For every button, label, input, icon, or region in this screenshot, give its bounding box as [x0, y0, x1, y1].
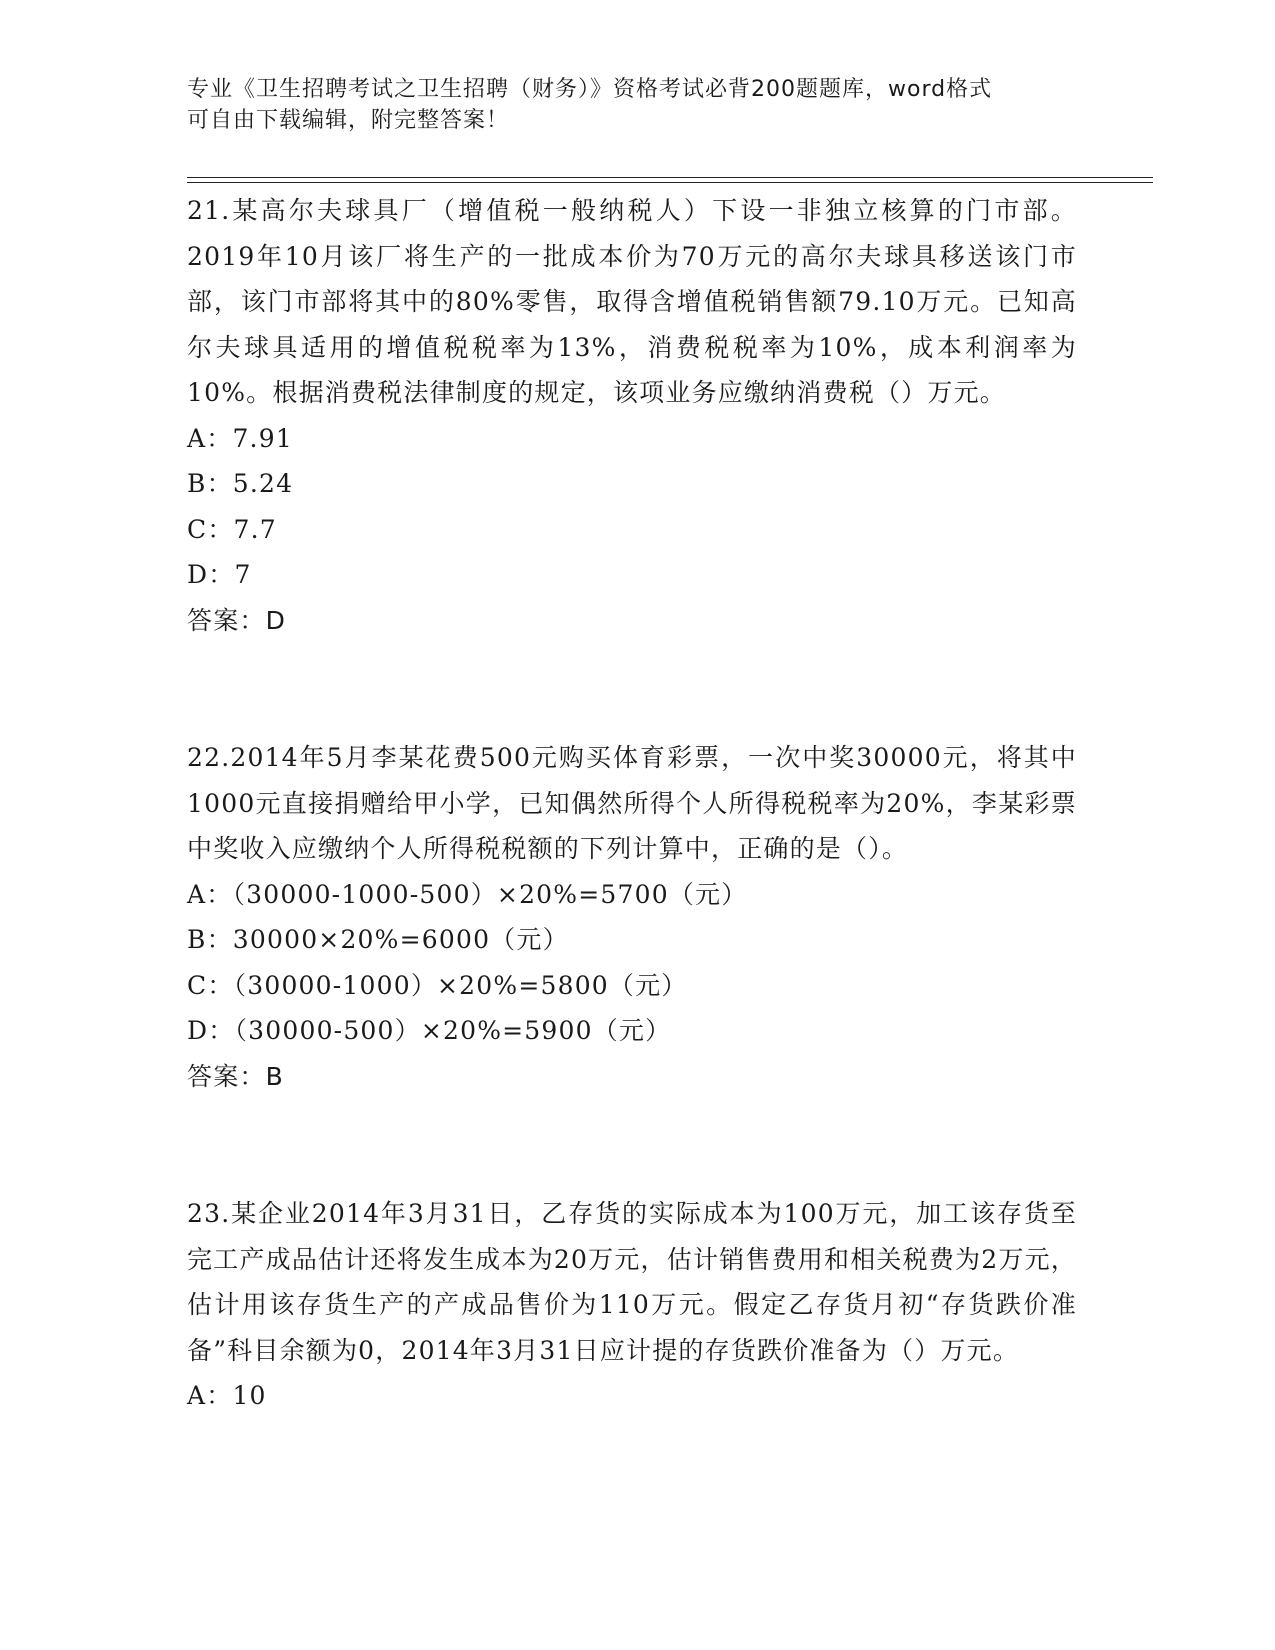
- option-a: A：10: [187, 1381, 267, 1410]
- question-23: [187, 1191, 1077, 1419]
- option-a: A：7.91: [187, 423, 293, 453]
- question-stem: 21.某高尔夫球具厂（增值税一般纳税人）下设一非独立核算的门市部。2019年10月该厂将生产的一批成本价为70万元的高尔夫球具移送该门市部，该门市部将其中的80%零售，取得含增值税销售额79.10万元。已知高尔夫球具适用的增值税税率为13%，消费税税率为10%，成本利润率为10%。根据消费税法律制度的规定，该项业务应缴纳消费税（）万元。: [187, 196, 1077, 407]
- option-c: C：（30000-1000）×20%=5800（元）: [187, 970, 688, 1000]
- document-header: [187, 74, 1087, 136]
- answer-label: 答案：B: [187, 1061, 284, 1091]
- option-d: D：7: [187, 560, 252, 589]
- option-a: A：（30000-1000-500）×20%=5700（元）: [187, 879, 748, 909]
- header-divider-bottom: [187, 182, 1153, 183]
- header-title-line-2: 可自由下载编辑，附完整答案！: [187, 108, 510, 133]
- option-b: B：30000×20%=6000（元）: [187, 925, 569, 954]
- header-divider-top: [187, 177, 1153, 178]
- option-c: C：7.7: [187, 514, 277, 544]
- question-stem: 23.某企业2014年3月31日，乙存货的实际成本为100万元，加工该存货至完工产成品估计还将发生成本为20万元，估计销售费用和相关税费为2万元，估计用该存货生产的产成品售价为110万元。假定乙存货月初“存货跌价准备”科目余额为0，2014年3月31日应计提的存货跌价准备为（）万元。: [187, 1199, 1077, 1365]
- question-stem: 22.2014年5月李某花费500元购买体育彩票，一次中奖30000元，将其中1000元直接捐赠给甲小学，已知偶然所得个人所得税税率为20%，李某彩票中奖收入应缴纳个人所得税税额的下列计算中，正确的是（）。: [187, 743, 1077, 863]
- question-21: [187, 188, 1077, 643]
- question-22: [187, 735, 1077, 1099]
- option-b: B：5.24: [187, 469, 294, 498]
- option-d: D：（30000-500）×20%=5900（元）: [187, 1016, 672, 1045]
- header-title-line-1: 专业《卫生招聘考试之卫生招聘（财务）》资格考试必背200题题库，word格式: [187, 77, 993, 102]
- answer-label: 答案：D: [187, 605, 287, 635]
